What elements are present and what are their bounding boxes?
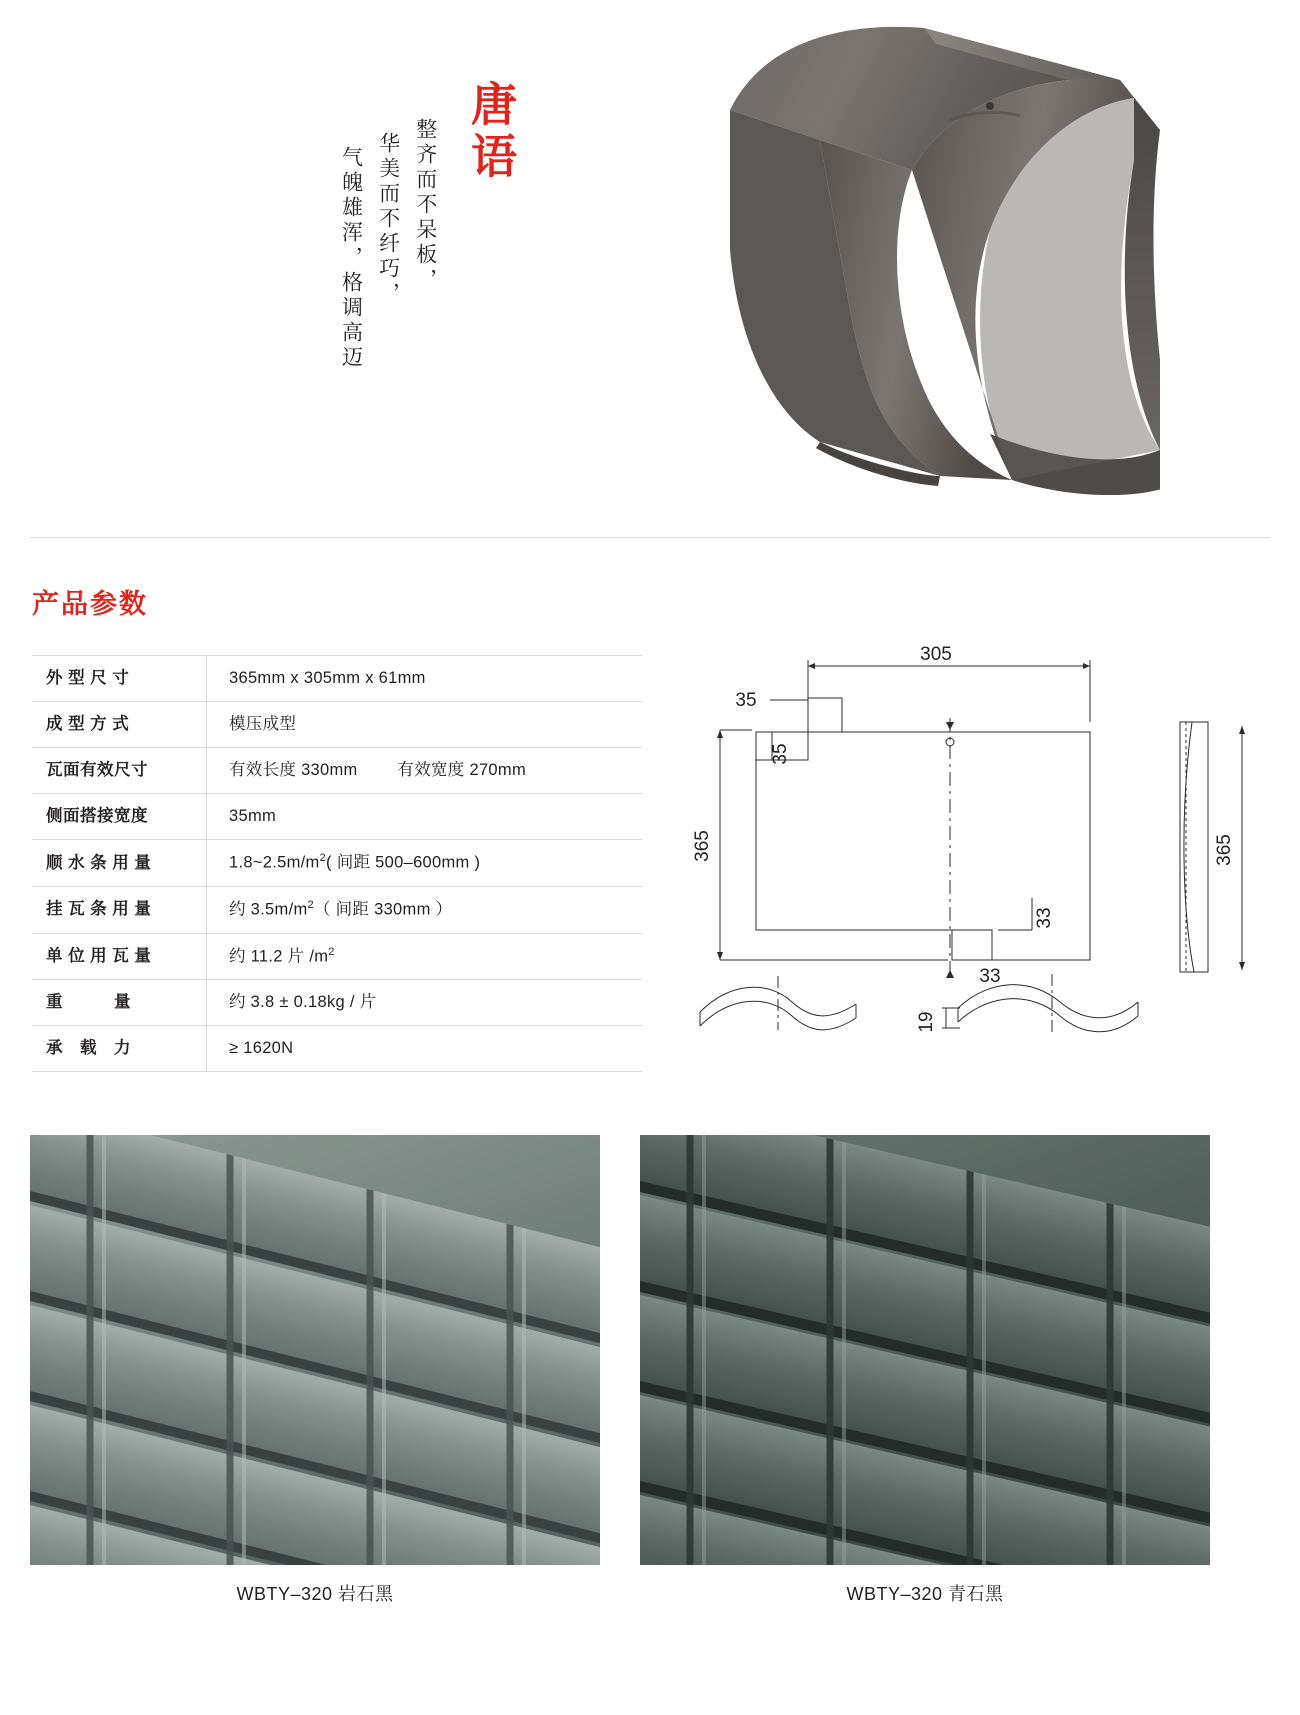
param-value: 365mm x 305mm x 61mm [229, 669, 426, 687]
dim-label-33-bottom: 33 [979, 966, 1001, 987]
param-key: 顺 水 条 用 量 [32, 840, 207, 887]
technical-drawing [660, 630, 1280, 1080]
param-value-note: （ 间距 330mm ） [313, 900, 453, 919]
param-value [207, 840, 643, 887]
dim-label-365-left: 365 [692, 830, 713, 862]
table-row [32, 933, 642, 980]
brand-tagline-line-1: 整齐而不呆板， [413, 118, 438, 293]
section-divider [30, 537, 1270, 538]
brand-tagline-group [325, 118, 436, 371]
tile-product-photo [520, 10, 1160, 520]
table-row [32, 702, 642, 748]
page-title: 产品参数 [32, 589, 148, 620]
photo-caption-right: WBTY–320 青石黑 [846, 1584, 1004, 1604]
param-value-main: 1.8~2.5m/m [229, 853, 320, 872]
table-row [32, 794, 642, 840]
table-row [32, 886, 642, 933]
product-parameters-table [32, 655, 642, 1072]
brand-tagline-line-3: 气魄雄浑，格调高迈 [339, 146, 364, 371]
param-value-length: 有效长度 330mm [229, 761, 358, 780]
table-row [32, 840, 642, 887]
param-value-width: 有效宽度 270mm [397, 761, 526, 780]
param-value [207, 748, 643, 794]
param-value-main: 约 11.2 片 /m [229, 947, 329, 966]
brand-title: 唐语 [464, 80, 518, 184]
dim-label-305: 305 [920, 644, 952, 665]
table-row [32, 1026, 642, 1072]
param-key: 重 量 [32, 980, 207, 1026]
param-value: 约 3.8 ± 0.18kg / 片 [229, 993, 377, 1012]
param-key: 侧面搭接宽度 [32, 794, 207, 840]
param-value-exponent: 2 [319, 852, 327, 865]
param-value: 模压成型 [229, 715, 297, 734]
param-value: ≥ 1620N [229, 1039, 294, 1058]
param-value-exponent: 2 [307, 898, 314, 911]
table-row [32, 656, 642, 702]
param-value [207, 933, 643, 980]
param-value [207, 886, 643, 933]
param-key: 挂 瓦 条 用 量 [32, 886, 207, 933]
param-value-note: ( 间距 500–600mm ) [326, 853, 481, 872]
param-value: 35mm [229, 807, 277, 826]
param-value-exponent: 2 [328, 945, 335, 958]
dim-label-365-right: 365 [1214, 834, 1235, 866]
param-key: 成 型 方 式 [32, 702, 207, 748]
dim-label-19: 19 [916, 1011, 937, 1033]
brand-block [195, 80, 518, 460]
table-row [32, 748, 642, 794]
param-value-main: 约 3.5m/m [229, 900, 308, 919]
photo-caption-left: WBTY–320 岩石黑 [236, 1584, 394, 1604]
brand-tagline-line-2: 华美而不纤巧， [376, 132, 401, 307]
table-row [32, 980, 642, 1026]
param-key: 外 型 尺 寸 [32, 656, 207, 702]
param-key: 瓦面有效尺寸 [32, 748, 207, 794]
param-key: 承 载 力 [32, 1026, 207, 1072]
hero-section [0, 0, 1300, 540]
dim-label-35-inner: 35 [770, 743, 791, 765]
param-key: 单 位 用 瓦 量 [32, 933, 207, 980]
roof-photo-left [30, 1135, 600, 1565]
dim-label-33-right: 33 [1034, 907, 1055, 929]
roof-photo-right [640, 1135, 1210, 1565]
dim-label-35-left: 35 [735, 690, 757, 711]
